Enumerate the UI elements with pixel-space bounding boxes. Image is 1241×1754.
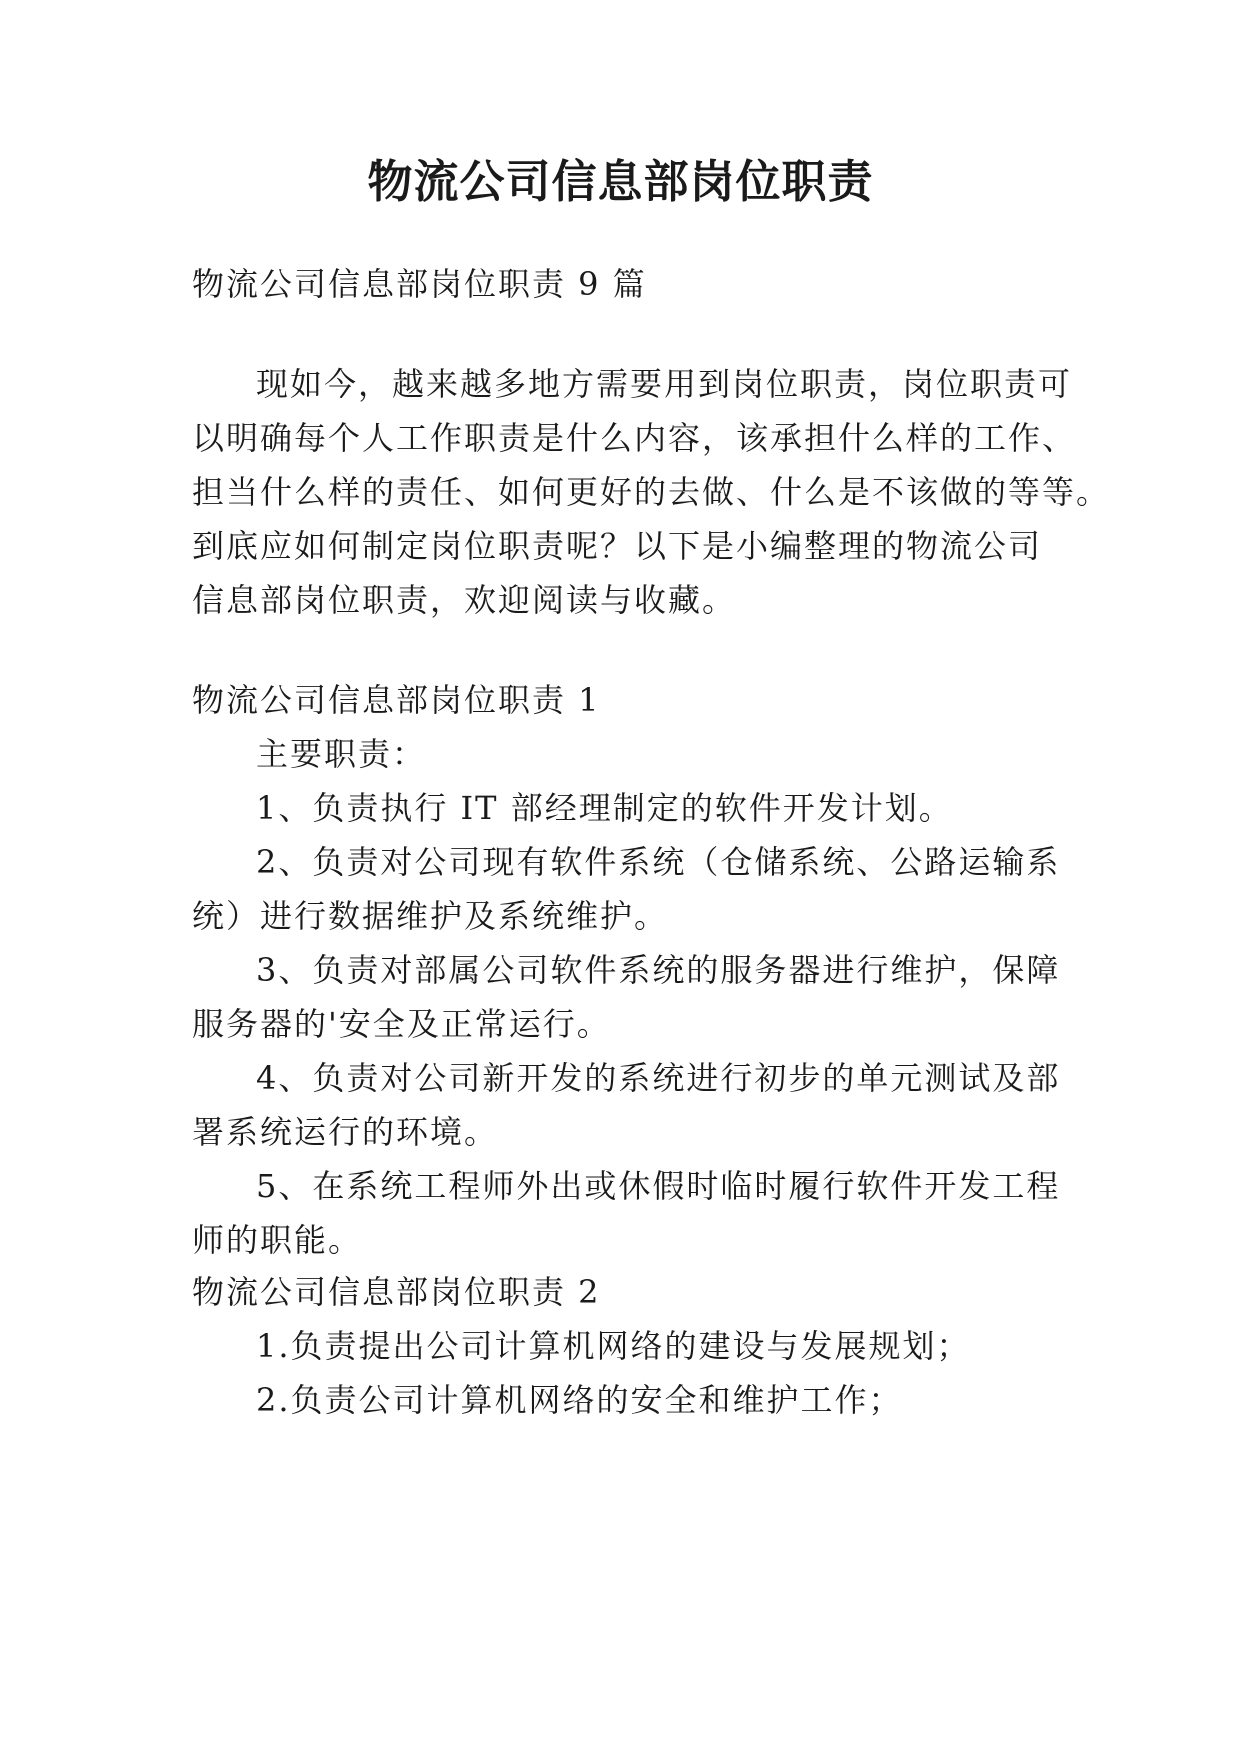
duty-item: 5、在系统工程师外出或休假时临时履行软件开发工程 <box>256 1167 1061 1205</box>
duty-item: 1.负责提出公司计算机网络的建设与发展规划； <box>256 1327 971 1365</box>
duty-item-continuation: 署系统运行的环境。 <box>192 1113 499 1151</box>
duty-item: 4、负责对公司新开发的系统进行初步的单元测试及部 <box>256 1059 1061 1097</box>
duty-item: 1、负责执行 IT 部经理制定的软件开发计划。 <box>256 789 953 827</box>
duty-item: 2、负责对公司现有软件系统（仓储系统、公路运输系 <box>256 843 1061 881</box>
intro-line: 到底应如何制定岗位职责呢？以下是小编整理的物流公司 <box>192 527 1043 565</box>
intro-line: 信息部岗位职责，欢迎阅读与收藏。 <box>192 581 737 619</box>
intro-line: 担当什么样的责任、如何更好的去做、什么是不该做的等等。 <box>192 473 1111 511</box>
duty-item-continuation: 统）进行数据维护及系统维护。 <box>192 897 669 935</box>
section-heading: 物流公司信息部岗位职责 1 <box>192 681 601 719</box>
section-heading: 物流公司信息部岗位职责 2 <box>192 1273 601 1311</box>
duty-item-continuation: 师的职能。 <box>192 1221 363 1259</box>
intro-line: 现如今，越来越多地方需要用到岗位职责，岗位职责可 <box>256 365 1073 403</box>
document-title: 物流公司信息部岗位职责 <box>367 155 874 208</box>
section-subheading: 主要职责： <box>256 735 427 773</box>
intro-line: 以明确每个人工作职责是什么内容，该承担什么样的工作、 <box>192 419 1077 457</box>
duty-item-continuation: 服务器的'安全及正常运行。 <box>192 1005 611 1043</box>
document-subtitle: 物流公司信息部岗位职责 9 篇 <box>192 265 647 303</box>
duty-item: 2.负责公司计算机网络的安全和维护工作； <box>256 1381 903 1419</box>
duty-item: 3、负责对部属公司软件系统的服务器进行维护，保障 <box>256 951 1061 989</box>
